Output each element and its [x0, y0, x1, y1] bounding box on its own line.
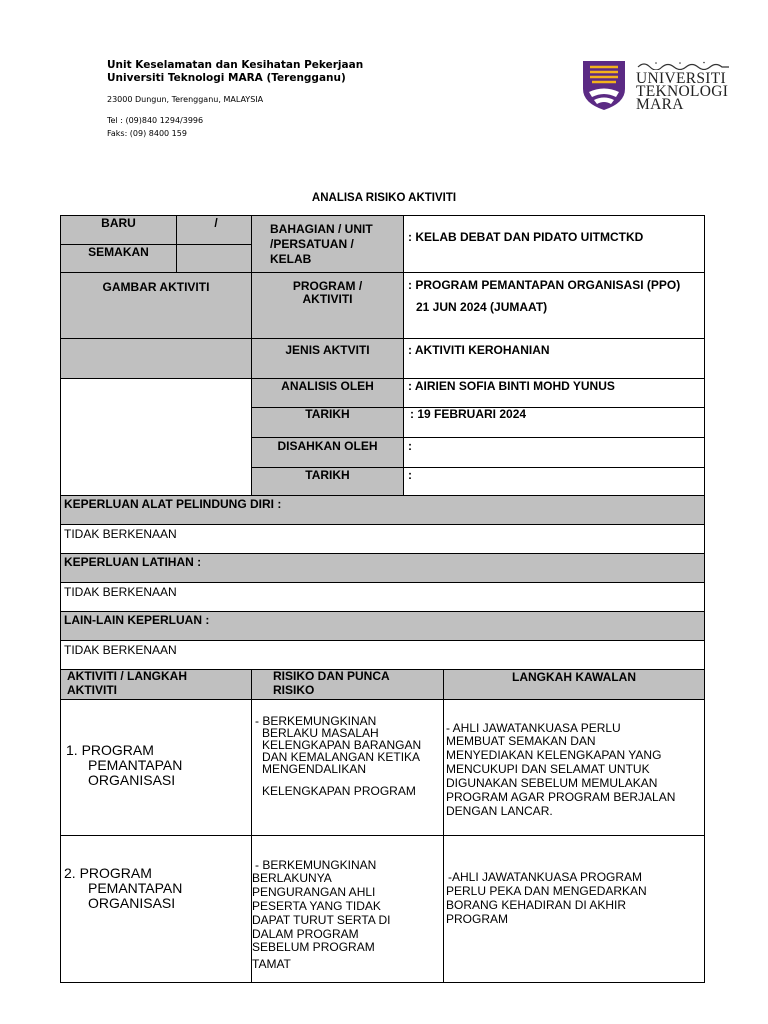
tarikh2-label: TARIKH	[305, 468, 350, 482]
row2-risk-l6: DALAM PROGRAM	[252, 927, 359, 941]
row1-activity-l2: PEMANTAPAN	[88, 757, 183, 773]
training-value: TIDAK BERKENAAN	[64, 585, 177, 599]
other-heading: LAIN-LAIN KEPERLUAN :	[64, 613, 210, 627]
analisis-value: : AIRIEN SOFIA BINTI MOHD YUNUS	[408, 379, 615, 393]
header-risk-l2: RISIKO	[273, 683, 315, 697]
bahagian-value-cell	[403, 215, 705, 273]
program-value-l1: : PROGRAM PEMANTAPAN ORGANISASI (PPO)	[408, 278, 681, 292]
row1-activity-l3: ORGANISASI	[88, 772, 176, 788]
gray-blank-cell	[60, 338, 252, 379]
row1-control-l7: DENGAN LANCAR.	[446, 804, 553, 818]
row2-risk-l2: BERLAKUNYA	[252, 871, 332, 885]
disahkan-label: DISAHKAN OLEH	[277, 439, 378, 453]
row1-control-l4: MENCUKUPI DAN SELAMAT UNTUK	[446, 762, 650, 776]
fax: Faks: (09) 8400 159	[107, 129, 187, 138]
row2-risk-l5: DAPAT TURUT SERTA DI	[252, 913, 391, 927]
row2-risk-l4: PESERTA YANG TIDAK	[252, 899, 381, 913]
program-label-l2: AKTIVITI	[302, 292, 353, 306]
unit-name-line1: Unit Keselamatan dan Kesihatan Pekerjaan	[107, 59, 364, 71]
document-title: ANALISA RISIKO AKTIVITI	[311, 192, 457, 204]
row1-risk-l3: KELENGKAPAN BARANGAN	[262, 738, 422, 752]
tarikh1-label: TARIKH	[305, 407, 350, 421]
row2-risk-l1: - BERKEMUNGKINAN	[255, 858, 377, 872]
header-risk-l1: RISIKO DAN PUNCA	[273, 669, 390, 683]
row1-control-l3: MENYEDIAKAN KELENGKAPAN YANG	[446, 748, 662, 762]
row2-risk-l8: TAMAT	[252, 957, 291, 971]
header-activity-l1: AKTIVITI / LANGKAH	[67, 669, 187, 683]
ppe-value: TIDAK BERKENAAN	[64, 527, 177, 541]
row2-risk-l7: SEBELUM PROGRAM	[252, 940, 375, 954]
row2-control-l3: BORANG KEHADIRAN DI AKHIR	[446, 898, 627, 912]
row2-control-l1: -AHLI JAWATANKUASA PROGRAM	[448, 870, 643, 884]
row2-control-l2: PERLU PEKA DAN MENGEDARKAN	[446, 884, 647, 898]
row2-activity-l3: ORGANISASI	[88, 895, 176, 911]
header-activity-l2: AKTIVITI	[67, 683, 117, 697]
tel: Tel : (09)840 1294/3996	[107, 116, 204, 125]
row2-activity-l2: PEMANTAPAN	[88, 880, 183, 896]
logo-line3: MARA	[636, 96, 684, 113]
baru-value: /	[214, 216, 218, 230]
gambar-aktiviti-label: GAMBAR AKTIVITI	[102, 280, 210, 294]
semakan-label: SEMAKAN	[88, 245, 149, 259]
row1-control-l2: MEMBUAT SEMAKAN DAN	[446, 734, 596, 748]
baru-label: BARU	[101, 216, 136, 230]
row1-risk-l5: MENGENDALIKAN	[262, 762, 367, 776]
row2-activity-l1: 2. PROGRAM	[64, 865, 152, 881]
row1-risk-l1: - BERKEMUNGKINAN	[255, 714, 377, 728]
row2-risk-l3: PENGURANGAN AHLI	[252, 885, 376, 899]
jenis-value: : AKTIVITI KEROHANIAN	[408, 343, 550, 357]
row1-risk-l6: KELENGKAPAN PROGRAM	[262, 784, 416, 798]
row1-risk-l2: BERLAKU MASALAH	[262, 726, 379, 740]
tarikh2-value-cell	[403, 467, 705, 496]
photo-cell	[60, 378, 252, 496]
row1-control-l1: - AHLI JAWATANKUASA PERLU	[446, 721, 621, 735]
row2-control-l4: PROGRAM	[446, 912, 509, 926]
tarikh2-value: :	[408, 468, 412, 482]
program-value-l2: 21 JUN 2024 (JUMAAT)	[416, 300, 548, 314]
training-heading: KEPERLUAN LATIHAN :	[64, 555, 202, 569]
tarikh1-value: : 19 FEBRUARI 2024	[410, 407, 527, 421]
program-label-l1: PROGRAM /	[292, 279, 363, 293]
disahkan-value-cell	[403, 437, 705, 468]
logo-line1: UNIVERSITI	[636, 70, 726, 87]
bahagian-label-l3: KELAB	[270, 252, 312, 266]
row1-control-l5: DIGUNAKAN SEBELUM MEMULAKAN	[446, 776, 658, 790]
header-control: LANGKAH KAWALAN	[512, 670, 636, 684]
uitm-crest-icon	[580, 59, 628, 111]
jawi-script-icon	[636, 57, 731, 67]
ppe-heading: KEPERLUAN ALAT PELINDUNG DIRI :	[64, 497, 282, 511]
unit-name-line2: Universiti Teknologi MARA (Terengganu)	[107, 72, 346, 84]
row1-activity-l1: 1. PROGRAM	[66, 742, 154, 758]
bahagian-label-l1: BAHAGIAN / UNIT	[270, 222, 373, 236]
logo-line2: TEKNOLOGI	[636, 83, 729, 100]
disahkan-value: :	[408, 439, 412, 453]
row1-control-l6: PROGRAM AGAR PROGRAM BERJALAN	[446, 790, 676, 804]
other-value: TIDAK BERKENAAN	[64, 643, 177, 657]
address: 23000 Dungun, Terengganu, MALAYSIA	[107, 95, 264, 104]
analisis-label: ANALISIS OLEH	[281, 379, 374, 393]
bahagian-label-l2: /PERSATUAN /	[270, 237, 354, 251]
semakan-value-cell	[176, 244, 252, 273]
row1-risk-l4: DAN KEMALANGAN KETIKA	[262, 750, 421, 764]
jenis-label: JENIS AKTVITI	[285, 343, 370, 357]
bahagian-value: : KELAB DEBAT DAN PIDATO UITMCTKD	[408, 230, 644, 244]
